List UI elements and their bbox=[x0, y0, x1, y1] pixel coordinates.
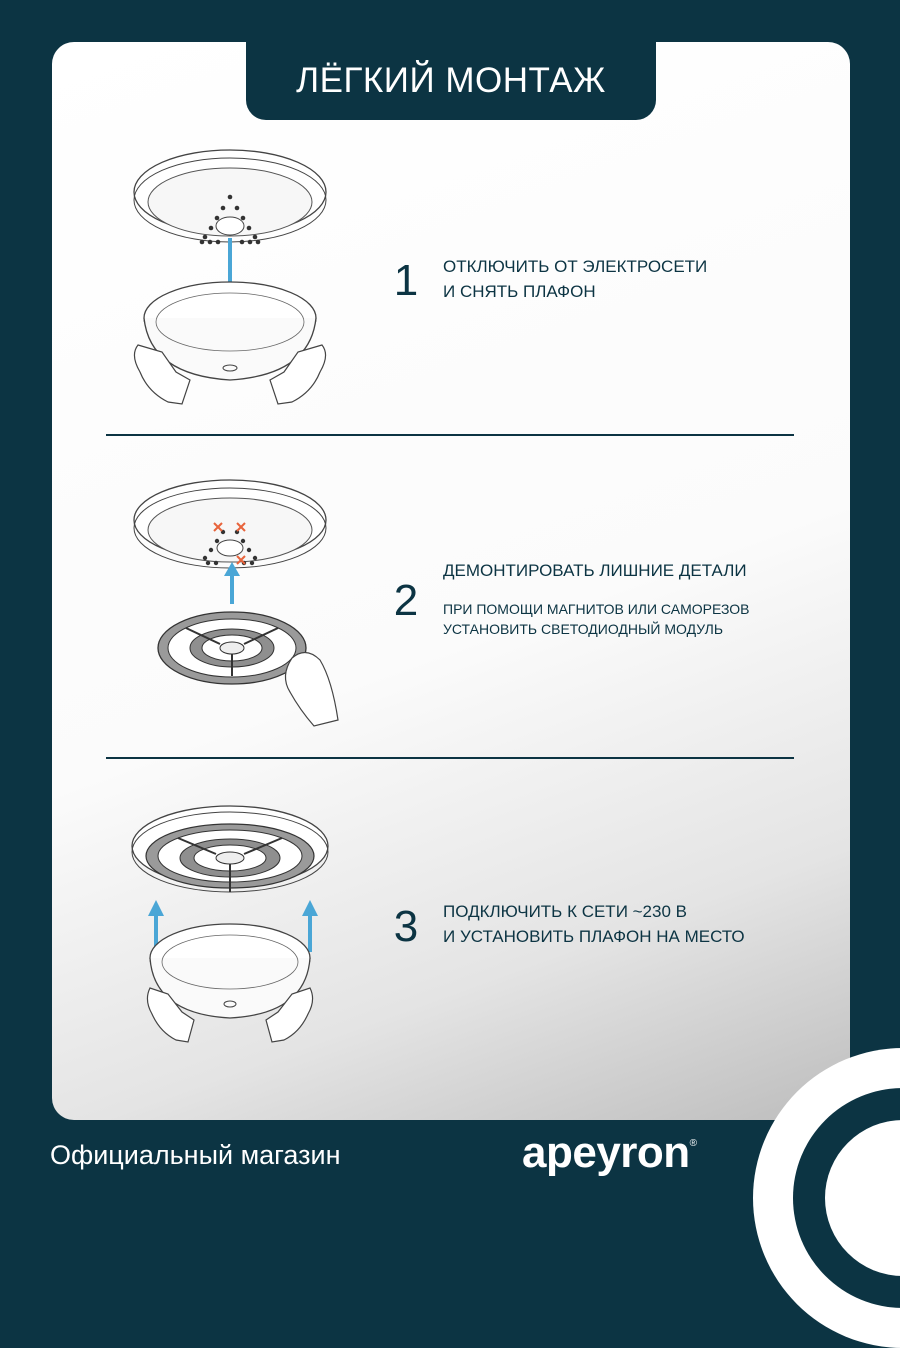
brand-ring-icon bbox=[753, 1048, 900, 1348]
step-2-text-line-1: ДЕМОНТИРОВАТЬ ЛИШНИЕ ДЕТАЛИ bbox=[443, 561, 747, 580]
step-2-subtext-line-2: УСТАНОВИТЬ СВЕТОДИОДНЫЙ МОДУЛЬ bbox=[443, 621, 724, 637]
step-2-number: 2 bbox=[393, 576, 419, 625]
step-1-number: 1 bbox=[393, 256, 419, 305]
step-3-number: 3 bbox=[393, 902, 419, 951]
brand-logo bbox=[522, 1128, 697, 1178]
step-2-illustration bbox=[120, 470, 350, 740]
step-2-subtext-line-1: ПРИ ПОМОЩИ МАГНИТОВ ИЛИ САМОРЕЗОВ bbox=[443, 601, 750, 617]
step-1-text-line-1: ОТКЛЮЧИТЬ ОТ ЭЛЕКТРОСЕТИ bbox=[443, 257, 708, 276]
step-1-illustration bbox=[120, 140, 340, 430]
brand-name: apeyron bbox=[522, 1128, 690, 1177]
page-title: ЛЁГКИЙ МОНТАЖ bbox=[246, 42, 656, 120]
official-shop-label: Официальный магазин bbox=[50, 1140, 341, 1170]
divider-2 bbox=[106, 757, 794, 759]
step-3-illustration bbox=[120, 796, 340, 1060]
divider-1 bbox=[106, 434, 794, 436]
step-1-text-line-2: И СНЯТЬ ПЛАФОН bbox=[443, 282, 596, 301]
step-3-text-line-2: И УСТАНОВИТЬ ПЛАФОН НА МЕСТО bbox=[443, 927, 745, 946]
registered-mark: ® bbox=[689, 1138, 697, 1149]
step-3-text-line-1: ПОДКЛЮЧИТЬ К СЕТИ ~230 В bbox=[443, 902, 687, 921]
